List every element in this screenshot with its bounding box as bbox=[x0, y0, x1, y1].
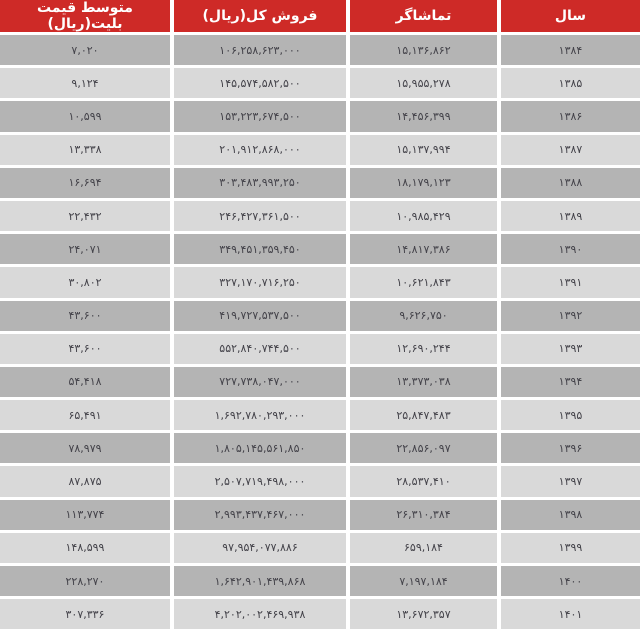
table-row bbox=[0, 365, 640, 398]
cell-spectators: ۶۵۹,۱۸۴ bbox=[348, 531, 499, 564]
cell-spectators: ۱۰,۹۸۵,۴۲۹ bbox=[348, 199, 499, 232]
cell-avg-ticket-price: ۴۳,۶۰۰ bbox=[0, 299, 172, 332]
cell-total-sales: ۲۰۱,۹۱۲,۸۶۸,۰۰۰ bbox=[172, 133, 348, 166]
table-body bbox=[0, 34, 640, 631]
table-row bbox=[0, 498, 640, 531]
cell-year: ۱۳۸۶ bbox=[499, 100, 640, 133]
cell-avg-ticket-price: ۴۳,۶۰۰ bbox=[0, 332, 172, 365]
cell-avg-ticket-price: ۶۵,۴۹۱ bbox=[0, 399, 172, 432]
cell-total-sales: ۱,۸۰۵,۱۴۵,۵۶۱,۸۵۰ bbox=[172, 432, 348, 465]
cell-total-sales: ۱۴۵,۵۷۴,۵۸۲,۵۰۰ bbox=[172, 67, 348, 100]
cell-avg-ticket-price: ۱۶,۶۹۴ bbox=[0, 166, 172, 199]
cell-spectators: ۱۵,۱۳۶,۸۶۲ bbox=[348, 34, 499, 67]
cell-total-sales: ۳۰۳,۴۸۳,۹۹۳,۲۵۰ bbox=[172, 166, 348, 199]
cell-year: ۱۳۹۳ bbox=[499, 332, 640, 365]
cell-spectators: ۱۵,۱۳۷,۹۹۴ bbox=[348, 133, 499, 166]
cell-year: ۱۳۸۴ bbox=[499, 34, 640, 67]
cell-spectators: ۲۶,۳۱۰,۳۸۴ bbox=[348, 498, 499, 531]
table-row bbox=[0, 399, 640, 432]
table-row bbox=[0, 299, 640, 332]
cell-spectators: ۱۰,۶۲۱,۸۴۳ bbox=[348, 266, 499, 299]
cell-avg-ticket-price: ۹,۱۲۴ bbox=[0, 67, 172, 100]
cell-total-sales: ۲۴۶,۴۲۷,۳۶۱,۵۰۰ bbox=[172, 199, 348, 232]
cell-spectators: ۲۸,۵۳۷,۴۱۰ bbox=[348, 465, 499, 498]
cell-spectators: ۱۴,۴۵۶,۳۹۹ bbox=[348, 100, 499, 133]
table-row bbox=[0, 531, 640, 564]
cell-total-sales: ۳۴۹,۴۵۱,۳۵۹,۴۵۰ bbox=[172, 233, 348, 266]
cell-year: ۱۴۰۱ bbox=[499, 598, 640, 631]
cell-year: ۱۳۹۸ bbox=[499, 498, 640, 531]
cell-total-sales: ۹۷,۹۵۴,۰۷۷,۸۸۶ bbox=[172, 531, 348, 564]
cell-avg-ticket-price: ۱۰,۵۹۹ bbox=[0, 100, 172, 133]
cell-total-sales: ۲,۵۰۷,۷۱۹,۴۹۸,۰۰۰ bbox=[172, 465, 348, 498]
header-row bbox=[0, 0, 640, 34]
cell-year: ۱۳۹۹ bbox=[499, 531, 640, 564]
cell-avg-ticket-price: ۲۴,۰۷۱ bbox=[0, 233, 172, 266]
cell-total-sales: ۲,۹۹۳,۴۳۷,۴۶۷,۰۰۰ bbox=[172, 498, 348, 531]
cell-spectators: ۱۸,۱۷۹,۱۲۳ bbox=[348, 166, 499, 199]
cell-avg-ticket-price: ۳۰,۸۰۲ bbox=[0, 266, 172, 299]
column-header-spectators: تماشاگر bbox=[348, 0, 499, 34]
column-header-avg-ticket-price: متوسط قیمت بلیت(ریال) bbox=[0, 0, 172, 34]
table-row bbox=[0, 34, 640, 67]
table-row bbox=[0, 332, 640, 365]
cell-avg-ticket-price: ۱۱۳,۷۷۴ bbox=[0, 498, 172, 531]
table-row bbox=[0, 166, 640, 199]
cell-avg-ticket-price: ۵۴,۴۱۸ bbox=[0, 365, 172, 398]
column-header-year: سال bbox=[499, 0, 640, 34]
cell-total-sales: ۱,۶۹۲,۷۸۰,۲۹۳,۰۰۰ bbox=[172, 399, 348, 432]
cell-total-sales: ۷۲۷,۷۳۸,۰۴۷,۰۰۰ bbox=[172, 365, 348, 398]
cell-spectators: ۷,۱۹۷,۱۸۴ bbox=[348, 565, 499, 598]
cell-year: ۱۳۸۷ bbox=[499, 133, 640, 166]
table-row bbox=[0, 565, 640, 598]
cell-year: ۱۴۰۰ bbox=[499, 565, 640, 598]
cell-total-sales: ۴,۲۰۲,۰۰۲,۴۶۹,۹۳۸ bbox=[172, 598, 348, 631]
table-row bbox=[0, 266, 640, 299]
cell-spectators: ۲۵,۸۴۷,۴۸۳ bbox=[348, 399, 499, 432]
cell-year: ۱۳۹۰ bbox=[499, 233, 640, 266]
cell-avg-ticket-price: ۱۳,۳۳۸ bbox=[0, 133, 172, 166]
cell-year: ۱۳۹۴ bbox=[499, 365, 640, 398]
cell-year: ۱۳۹۲ bbox=[499, 299, 640, 332]
cell-spectators: ۲۲,۸۵۶,۰۹۷ bbox=[348, 432, 499, 465]
cell-total-sales: ۱۰۶,۲۵۸,۶۲۳,۰۰۰ bbox=[172, 34, 348, 67]
cell-year: ۱۳۹۶ bbox=[499, 432, 640, 465]
cell-avg-ticket-price: ۲۲۸,۲۷۰ bbox=[0, 565, 172, 598]
table-row bbox=[0, 233, 640, 266]
table-row bbox=[0, 100, 640, 133]
cell-avg-ticket-price: ۸۷,۸۷۵ bbox=[0, 465, 172, 498]
cell-spectators: ۹,۶۲۶,۷۵۰ bbox=[348, 299, 499, 332]
table-row bbox=[0, 133, 640, 166]
cell-spectators: ۱۴,۸۱۷,۳۸۶ bbox=[348, 233, 499, 266]
cell-avg-ticket-price: ۷۸,۹۷۹ bbox=[0, 432, 172, 465]
cell-spectators: ۱۲,۶۹۰,۲۴۴ bbox=[348, 332, 499, 365]
cell-year: ۱۳۸۹ bbox=[499, 199, 640, 232]
table-row bbox=[0, 199, 640, 232]
table-row bbox=[0, 598, 640, 631]
cell-avg-ticket-price: ۷,۰۲۰ bbox=[0, 34, 172, 67]
cell-total-sales: ۱,۶۴۲,۹۰۱,۴۳۹,۸۶۸ bbox=[172, 565, 348, 598]
cell-year: ۱۳۹۱ bbox=[499, 266, 640, 299]
cell-year: ۱۳۸۸ bbox=[499, 166, 640, 199]
column-header-total-sales: فروش کل(ریال) bbox=[172, 0, 348, 34]
cell-year: ۱۳۹۵ bbox=[499, 399, 640, 432]
cell-avg-ticket-price: ۲۲,۴۳۲ bbox=[0, 199, 172, 232]
cell-year: ۱۳۹۷ bbox=[499, 465, 640, 498]
table-row bbox=[0, 432, 640, 465]
cell-spectators: ۱۳,۶۷۲,۳۵۷ bbox=[348, 598, 499, 631]
cell-total-sales: ۱۵۳,۲۲۳,۶۷۴,۵۰۰ bbox=[172, 100, 348, 133]
cell-total-sales: ۳۲۷,۱۷۰,۷۱۶,۲۵۰ bbox=[172, 266, 348, 299]
cell-spectators: ۱۳,۳۷۳,۰۳۸ bbox=[348, 365, 499, 398]
table-row bbox=[0, 67, 640, 100]
cell-spectators: ۱۵,۹۵۵,۲۷۸ bbox=[348, 67, 499, 100]
cell-year: ۱۳۸۵ bbox=[499, 67, 640, 100]
cell-avg-ticket-price: ۳۰۷,۳۳۶ bbox=[0, 598, 172, 631]
cell-total-sales: ۵۵۲,۸۴۰,۷۴۴,۵۰۰ bbox=[172, 332, 348, 365]
cell-total-sales: ۴۱۹,۷۲۷,۵۳۷,۵۰۰ bbox=[172, 299, 348, 332]
table-row bbox=[0, 465, 640, 498]
cell-avg-ticket-price: ۱۴۸,۵۹۹ bbox=[0, 531, 172, 564]
